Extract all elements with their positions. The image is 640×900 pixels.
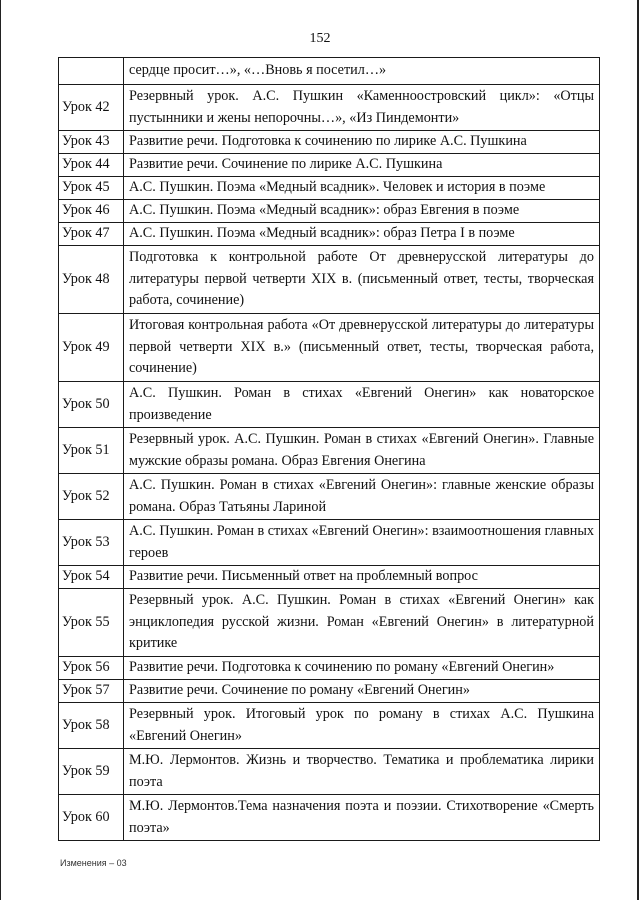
lesson-number: Урок 58 bbox=[59, 703, 124, 749]
lesson-number: Урок 47 bbox=[59, 223, 124, 246]
lesson-number: Урок 46 bbox=[59, 200, 124, 223]
lesson-number: Урок 57 bbox=[59, 680, 124, 703]
table-row bbox=[59, 58, 600, 85]
lesson-number: Урок 44 bbox=[59, 154, 124, 177]
table-row bbox=[59, 154, 600, 177]
lesson-number: Урок 50 bbox=[59, 382, 124, 428]
lesson-topic: Развитие речи. Сочинение по роману «Евгений Онегин» bbox=[124, 680, 600, 703]
lesson-number: Урок 48 bbox=[59, 246, 124, 314]
lesson-topic: Развитие речи. Сочинение по лирике А.С. Пушкина bbox=[124, 154, 600, 177]
lesson-topic: А.С. Пушкин. Поэма «Медный всадник». Человек и история в поэме bbox=[124, 177, 600, 200]
lesson-number bbox=[59, 58, 124, 85]
lesson-topic: Развитие речи. Подготовка к сочинению по роману «Евгений Онегин» bbox=[124, 657, 600, 680]
lesson-topic: А.С. Пушкин. Роман в стихах «Евгений Онегин»: взаимоотношения главных героев bbox=[124, 520, 600, 566]
lesson-topic: сердце просит…», «…Вновь я посетил…» bbox=[124, 58, 600, 85]
table-row bbox=[59, 566, 600, 589]
table-row bbox=[59, 200, 600, 223]
lesson-number: Урок 55 bbox=[59, 589, 124, 657]
lesson-topic: Итоговая контрольная работа «От древнерусской литературы до литературы первой четверти XIX в.» (письменный ответ, тесты, творческая работа, сочинение) bbox=[124, 314, 600, 382]
revision-note: Изменения – 03 bbox=[60, 858, 127, 868]
lesson-number: Урок 49 bbox=[59, 314, 124, 382]
lesson-plan-rows bbox=[59, 58, 600, 841]
table-row bbox=[59, 520, 600, 566]
lesson-number: Урок 45 bbox=[59, 177, 124, 200]
table-row bbox=[59, 657, 600, 680]
scan-edge-right bbox=[637, 0, 639, 900]
table-row bbox=[59, 382, 600, 428]
lesson-number: Урок 59 bbox=[59, 749, 124, 795]
lesson-number: Урок 56 bbox=[59, 657, 124, 680]
table-row bbox=[59, 177, 600, 200]
scan-edge-left bbox=[0, 0, 1, 900]
table-row bbox=[59, 223, 600, 246]
lesson-topic: Подготовка к контрольной работе От древнерусской литературы до литературы первой четверти XIX в. (письменный ответ, тесты, творческая работа, сочинение) bbox=[124, 246, 600, 314]
lesson-topic: Резервный урок. Итоговый урок по роману в стихах А.С. Пушкина «Евгений Онегин» bbox=[124, 703, 600, 749]
lesson-number: Урок 54 bbox=[59, 566, 124, 589]
table-row bbox=[59, 246, 600, 314]
lesson-plan-table bbox=[58, 57, 600, 841]
table-row bbox=[59, 428, 600, 474]
lesson-topic: Развитие речи. Письменный ответ на проблемный вопрос bbox=[124, 566, 600, 589]
page-number: 152 bbox=[309, 31, 331, 46]
lesson-number: Урок 60 bbox=[59, 795, 124, 841]
table-row bbox=[59, 589, 600, 657]
table-row bbox=[59, 85, 600, 131]
lesson-topic: Резервный урок. А.С. Пушкин. Роман в стихах «Евгений Онегин». Главные мужские образы романа. Образ Евгения Онегина bbox=[124, 428, 600, 474]
lesson-topic: Резервный урок. А.С. Пушкин «Каменноостровский цикл»: «Отцы пустынники и жены непорочны…», «Из Пиндемонти» bbox=[124, 85, 600, 131]
lesson-number: Урок 53 bbox=[59, 520, 124, 566]
lesson-number: Урок 42 bbox=[59, 85, 124, 131]
table-row bbox=[59, 314, 600, 382]
lesson-topic: М.Ю. Лермонтов. Жизнь и творчество. Тематика и проблематика лирики поэта bbox=[124, 749, 600, 795]
table-row bbox=[59, 749, 600, 795]
lesson-number: Урок 51 bbox=[59, 428, 124, 474]
lesson-number: Урок 43 bbox=[59, 131, 124, 154]
table-row bbox=[59, 703, 600, 749]
table-row bbox=[59, 131, 600, 154]
lesson-topic: М.Ю. Лермонтов.Тема назначения поэта и поэзии. Стихотворение «Смерть поэта» bbox=[124, 795, 600, 841]
lesson-topic: А.С. Пушкин. Роман в стихах «Евгений Онегин»: главные женские образы романа. Образ Татьяны Лариной bbox=[124, 474, 600, 520]
table-row bbox=[59, 680, 600, 703]
table-row bbox=[59, 795, 600, 841]
lesson-number: Урок 52 bbox=[59, 474, 124, 520]
lesson-topic: А.С. Пушкин. Роман в стихах «Евгений Онегин» как новаторское произведение bbox=[124, 382, 600, 428]
lesson-topic: Развитие речи. Подготовка к сочинению по лирике А.С. Пушкина bbox=[124, 131, 600, 154]
lesson-topic: А.С. Пушкин. Поэма «Медный всадник»: образ Евгения в поэме bbox=[124, 200, 600, 223]
lesson-topic: А.С. Пушкин. Поэма «Медный всадник»: образ Петра I в поэме bbox=[124, 223, 600, 246]
table-row bbox=[59, 474, 600, 520]
lesson-topic: Резервный урок. А.С. Пушкин. Роман в стихах «Евгений Онегин» как энциклопедия русской жизни. Роман «Евгений Онегин» в литературной критике bbox=[124, 589, 600, 657]
